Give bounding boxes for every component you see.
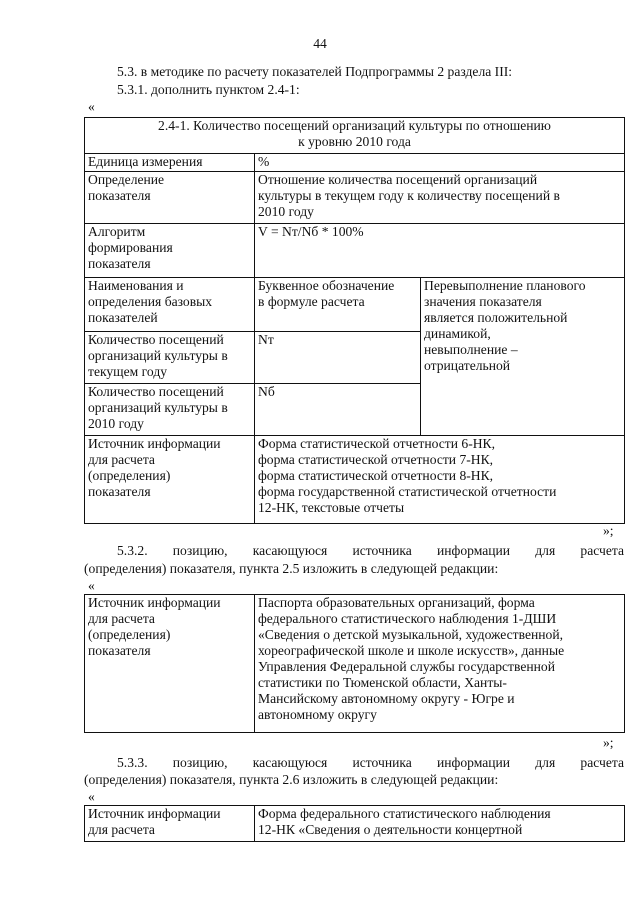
algorithm-value: V = Nт/Nб * 100%: [255, 224, 625, 278]
source-label: Источник информации для расчета (определения) показателя: [85, 595, 255, 733]
opening-quote-1: «: [88, 99, 95, 114]
section-5-3-3-line2: (определения) показателя, пункта 2.6 изложить в следующей редакции:: [84, 772, 499, 787]
source-table-2-5: [84, 594, 625, 733]
overfulfillment-note: Перевыполнение планового значения показателя является положительной динамикой, невыполнение – отрицательной: [421, 278, 625, 384]
page-number: 44: [313, 36, 327, 51]
section-5-3-heading: 5.3. в методике по расчету показателей Подпрограммы 2 раздела III:: [117, 64, 513, 79]
closing-quote-1: »;: [603, 523, 614, 538]
base-year-visits-symbol: Nб: [255, 384, 421, 436]
base-indicators-label: Наименования и определения базовых показателей: [85, 278, 255, 332]
section-5-3-2-line2: (определения) показателя, пункта 2.5 изложить в следующей редакции:: [84, 561, 499, 576]
unit-value: %: [255, 154, 625, 172]
source-value: Паспорта образовательных организаций, форма федерального статистического наблюдения 1-ДШИ «Сведения о детской музыкальной, художественной, хореографической школе и школе искусств», данные Управления Федеральной службы государственной статистики по Тюменской области, Ханты- Мансийскому автономному округу - Югре и автономному округу: [255, 595, 625, 733]
section-5-3-1-heading: 5.3.1. дополнить пунктом 2.4-1:: [117, 82, 300, 97]
letter-designation-header: Буквенное обозначение в формуле расчета: [255, 278, 421, 332]
definition-label: Определение показателя: [85, 172, 255, 224]
source-label: Источник информации для расчета (определения) показателя: [85, 436, 255, 524]
empty-cell: [421, 384, 625, 436]
table-title: 2.4-1. Количество посещений организаций культуры по отношению к уровню 2010 года: [85, 118, 625, 154]
algorithm-label: Алгоритм формирования показателя: [85, 224, 255, 278]
source-label: Источник информации для расчета: [85, 806, 255, 842]
definition-value: Отношение количества посещений организаций культуры в текущем году к количеству посещений в 2010 году: [255, 172, 625, 224]
base-year-visits-label: Количество посещений организаций культуры в 2010 году: [85, 384, 255, 436]
section-5-3-2-line1: 5.3.2. позицию, касающуюся источника информации для расчета: [117, 543, 624, 558]
opening-quote-2: «: [88, 578, 95, 593]
unit-label: Единица измерения: [85, 154, 255, 172]
source-table-2-6: [84, 805, 625, 842]
section-5-3-3-line1: 5.3.3. позицию, касающуюся источника информации для расчета: [117, 755, 624, 770]
opening-quote-3: «: [88, 789, 95, 804]
source-value: Форма федерального статистического наблюдения 12-НК «Сведения о деятельности концертной: [255, 806, 625, 842]
source-value: Форма статистической отчетности 6-НК, форма статистической отчетности 7-НК, форма статистической отчетности 8-НК, форма государственной статистической отчетности 12-НК, текстовые отчеты: [255, 436, 625, 524]
current-year-visits-label: Количество посещений организаций культуры в текущем году: [85, 332, 255, 384]
closing-quote-2: »;: [603, 735, 614, 750]
indicator-table-2-4-1: [84, 117, 625, 524]
current-year-visits-symbol: Nт: [255, 332, 421, 384]
